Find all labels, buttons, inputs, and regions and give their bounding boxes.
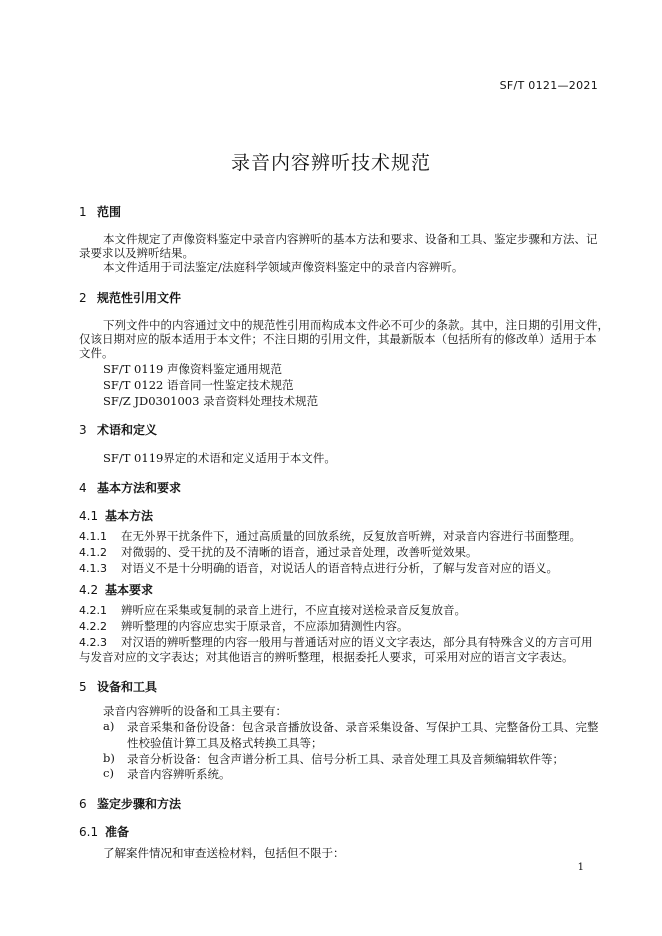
list-marker: b) bbox=[103, 751, 115, 765]
clause-number: 4.2.2 bbox=[79, 620, 107, 633]
paragraph-line: 与发音对应的文字表达；对其他语言的辨听整理，根据委托人要求，可采用对应的语言文字表达。 bbox=[79, 650, 574, 664]
section-title: 鉴定步骤和方法 bbox=[97, 797, 182, 811]
paragraph-line: SF/T 0119界定的术语和定义适用于本文件。 bbox=[103, 451, 336, 465]
subsection-heading-4-1 bbox=[79, 507, 153, 524]
subsection-number: 6.1 bbox=[79, 825, 99, 839]
paragraph-line: 了解案件情况和审查送检材料，包括但不限于： bbox=[103, 846, 345, 860]
subsection-heading-4-2 bbox=[79, 581, 153, 598]
section-title: 术语和定义 bbox=[97, 423, 158, 437]
section-heading-2 bbox=[79, 289, 181, 306]
section-heading-3 bbox=[79, 421, 157, 438]
section-heading-4 bbox=[79, 479, 181, 496]
paragraph-line: 文件。 bbox=[79, 346, 114, 360]
subsection-number: 4.1 bbox=[79, 509, 99, 523]
list-item-b bbox=[103, 751, 564, 767]
paragraph-line: 录要求以及辨听结果。 bbox=[79, 246, 194, 260]
section-number: 5 bbox=[79, 680, 87, 694]
section-heading-6 bbox=[79, 795, 181, 812]
clause-text: 在无外界干扰条件下，通过高质量的回放系统，反复放音听辨，对录音内容进行书面整理。 bbox=[121, 529, 581, 543]
section-title: 设备和工具 bbox=[97, 680, 158, 694]
section-title: 基本方法和要求 bbox=[97, 481, 182, 495]
subsection-heading-6-1 bbox=[79, 823, 129, 840]
section-heading-1 bbox=[79, 203, 121, 220]
clause-4-2-3 bbox=[79, 634, 593, 650]
section-number: 4 bbox=[79, 481, 87, 495]
clause-number: 4.1.3 bbox=[79, 562, 107, 575]
clause-4-1-2 bbox=[79, 544, 478, 560]
clause-4-1-3 bbox=[79, 560, 558, 576]
list-marker: a) bbox=[103, 719, 115, 733]
clause-4-2-2 bbox=[79, 618, 409, 634]
clause-number: 4.1.1 bbox=[79, 530, 107, 543]
document-title: 录音内容辨听技术规范 bbox=[230, 152, 431, 174]
reference-item: SF/T 0119 声像资料鉴定通用规范 bbox=[103, 362, 282, 376]
subsection-title: 基本方法 bbox=[105, 509, 154, 523]
subsection-title: 准备 bbox=[105, 825, 130, 839]
subsection-title: 基本要求 bbox=[105, 583, 154, 597]
clause-text: 辨听整理的内容应忠实于原录音，不应添加猜测性内容。 bbox=[121, 619, 409, 633]
list-marker: c) bbox=[103, 766, 114, 780]
clause-text: 辨听应在采集或复制的录音上进行，不应直接对送检录音反复放音。 bbox=[121, 603, 466, 617]
reference-item: SF/Z JD0301003 录音资料处理技术规范 bbox=[103, 394, 319, 408]
list-item-a bbox=[103, 719, 599, 735]
subsection-number: 4.2 bbox=[79, 583, 99, 597]
paragraph-line: 下列文件中的内容通过文中的规范性引用而构成本文件必不可少的条款。其中，注日期的引用文件， bbox=[103, 318, 609, 332]
paragraph-line: 本文件规定了声像资料鉴定中录音内容辨听的基本方法和要求、设备和工具、鉴定步骤和方法、记 bbox=[103, 232, 598, 246]
list-item-text: 录音分析设备：包含声谱分析工具、信号分析工具、录音处理工具及音频编辑软件等； bbox=[127, 752, 564, 766]
section-title: 范围 bbox=[97, 205, 122, 219]
section-number: 1 bbox=[79, 205, 87, 219]
paragraph-line: 仅该日期对应的版本适用于本文件；不注日期的引用文件，其最新版本（包括所有的修改单）适用于本 bbox=[79, 332, 597, 346]
list-item-text: 录音内容辨听系统。 bbox=[127, 767, 231, 781]
clause-number: 4.1.2 bbox=[79, 546, 107, 559]
page-number: 1 bbox=[577, 862, 584, 873]
clause-text: 对微弱的、受干扰的及不清晰的语音，通过录音处理，改善听觉效果。 bbox=[121, 545, 478, 559]
standard-code: SF/T 0121—2021 bbox=[499, 79, 598, 92]
paragraph-line: 录音内容辨听的设备和工具主要有： bbox=[103, 704, 287, 718]
section-number: 3 bbox=[79, 423, 87, 437]
list-item-c bbox=[103, 766, 231, 782]
reference-item: SF/T 0122 语音同一性鉴定技术规范 bbox=[103, 378, 294, 392]
clause-number: 4.2.1 bbox=[79, 604, 107, 617]
clause-text: 对汉语的辨听整理的内容一般用与普通话对应的语义文字表达，部分具有特殊含义的方言可用 bbox=[121, 635, 593, 649]
section-number: 2 bbox=[79, 291, 87, 305]
section-number: 6 bbox=[79, 797, 87, 811]
clause-4-1-1 bbox=[79, 528, 581, 544]
section-title: 规范性引用文件 bbox=[97, 291, 182, 305]
paragraph-line: 本文件适用于司法鉴定/法庭科学领域声像资料鉴定中的录音内容辨听。 bbox=[103, 260, 464, 274]
clause-text: 对语义不是十分明确的语音，对说话人的语音特点进行分析，了解与发音对应的语义。 bbox=[121, 561, 558, 575]
clause-number: 4.2.3 bbox=[79, 636, 107, 649]
clause-4-2-1 bbox=[79, 602, 466, 618]
list-item-continuation: 性校验值计算工具及格式转换工具等； bbox=[127, 736, 323, 750]
section-heading-5 bbox=[79, 678, 157, 695]
list-item-text: 录音采集和备份设备：包含录音播放设备、录音采集设备、写保护工具、完整备份工具、完整 bbox=[127, 720, 599, 734]
